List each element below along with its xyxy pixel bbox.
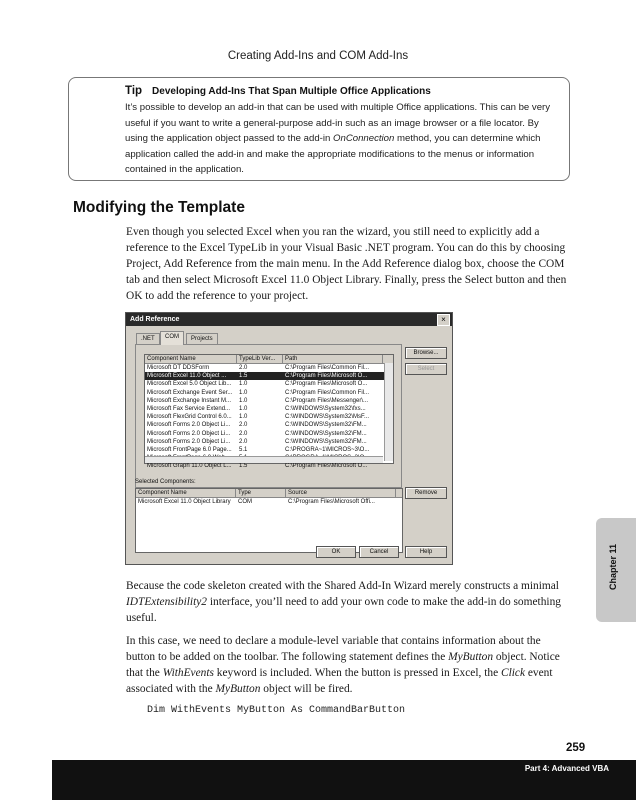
text: Because the code skeleton created with the Shared Add-In Wizard merely constructs a minimal <box>126 580 559 592</box>
footer-text: Part 4: Advanced VBA <box>524 764 609 773</box>
table-row[interactable] <box>145 421 393 429</box>
vertical-scrollbar[interactable] <box>384 363 393 461</box>
table-cell: 2.0 <box>239 422 248 429</box>
tab-projects[interactable]: Projects <box>186 333 218 345</box>
tip-label: Tip <box>125 85 143 97</box>
ok-button[interactable]: OK <box>316 546 356 558</box>
paragraph-2 <box>126 578 570 626</box>
table-row[interactable] <box>145 438 393 446</box>
table-cell: Microsoft Excel 11.0 Object Library <box>138 499 231 505</box>
code-line: Dim WithEvents MyButton As CommandBarButton <box>147 705 406 716</box>
column-header[interactable]: Component Name <box>136 489 236 497</box>
column-header[interactable]: Source <box>286 489 396 497</box>
table-cell: Microsoft Exchange Instant M... <box>147 397 232 404</box>
emphasis: MyButton <box>448 651 494 664</box>
table-row[interactable] <box>145 405 393 413</box>
column-header[interactable]: Type <box>236 489 286 497</box>
emphasis: WithEvents <box>162 667 214 680</box>
tip-body-text: It’s possible to develop an add-in that can be used with multiple Office applications. This can be very useful if you want to write a general-purpose add-in such as an image browser or a file locator. By using the application object passed to the add-in <box>125 102 551 145</box>
tab-net[interactable]: .NET <box>136 333 160 345</box>
tip-body-emphasis: OnConnection <box>333 133 395 145</box>
list-header <box>145 355 393 364</box>
cancel-button[interactable]: Cancel <box>359 546 399 558</box>
tip-body <box>125 100 555 178</box>
table-cell: 5.1 <box>239 446 248 453</box>
chapter-tab-label: Chapter 11 <box>608 543 618 591</box>
table-cell: 2.0 <box>239 438 248 445</box>
table-cell: Microsoft Forms 2.0 Object Li... <box>147 438 231 445</box>
emphasis: Click <box>500 667 526 680</box>
component-list[interactable] <box>144 354 394 470</box>
text: In this case, we need to declare a module-level variable that contains information about the button to be added on the toolbar. The following statement defines the <box>126 635 541 664</box>
table-cell: C:\Program Files\Messenger\... <box>285 397 369 404</box>
list-rows <box>145 364 393 470</box>
table-cell: C:\Program Files\Microsoft O... <box>285 381 368 388</box>
table-row[interactable] <box>145 380 393 388</box>
emphasis: MyButton <box>215 683 261 696</box>
table-row[interactable] <box>145 397 393 405</box>
tip-title: Developing Add-Ins That Span Multiple Office Applications <box>152 86 431 97</box>
table-cell: Microsoft DT DDSForm <box>147 365 210 371</box>
selected-components-label: Selected Components: <box>135 479 196 485</box>
select-button[interactable]: Select <box>405 363 447 375</box>
table-cell: 1.0 <box>239 405 248 412</box>
column-header[interactable]: TypeLib Ver... <box>237 355 283 363</box>
table-row[interactable] <box>145 372 393 380</box>
tip-body-text-end: method, you can determine which application called the add-in and make the appropriate modifications to the menus or information contained in the application. <box>125 133 541 176</box>
text: interface, you’ll need to add your own code to make the add-in do something useful. <box>126 596 561 625</box>
table-row[interactable] <box>136 498 402 507</box>
table-row[interactable] <box>145 413 393 421</box>
text: object. Notice that the <box>126 651 560 680</box>
column-header[interactable]: Path <box>283 355 383 363</box>
table-row[interactable] <box>145 364 393 372</box>
table-cell: Microsoft Excel 11.0 Object ... <box>147 373 227 380</box>
text: keyword is included. When the button is pressed in Excel, the <box>213 667 501 680</box>
page-number: 259 <box>566 742 586 754</box>
table-cell: Microsoft FrontPage 6.0 Page... <box>147 446 232 453</box>
table-row[interactable] <box>145 446 393 454</box>
help-button[interactable]: Help <box>405 546 447 558</box>
tab-com[interactable]: COM <box>160 331 184 345</box>
table-cell: 1.0 <box>239 397 248 404</box>
table-cell: 2.0 <box>239 365 248 371</box>
table-row[interactable] <box>145 389 393 397</box>
text: event associated with the <box>126 667 553 696</box>
horizontal-scrollbar[interactable] <box>145 456 383 463</box>
table-cell: C:\Program Files\Microsoft O... <box>285 463 368 470</box>
table-cell: C:\PROGRA~1\MICROS~3\O... <box>285 446 370 453</box>
selected-list-header <box>136 489 402 498</box>
table-cell: 1.0 <box>239 389 248 396</box>
table-cell: Microsoft Graph 11.0 Object L... <box>147 463 232 470</box>
column-header[interactable]: Component Name <box>145 355 237 363</box>
table-cell: Microsoft Forms 2.0 Object Li... <box>147 430 231 437</box>
table-cell: C:\WINDOWS\System32\MsF... <box>285 414 370 421</box>
paragraph-1: Even though you selected Excel when you ran the wizard, you still need to explicitly add a reference to the Excel TypeLib in your Visual Basic .NET program. You can do this by choosing Project, Add Reference from the main menu. In the Add Reference dialog box, choose the COM tab and then select Microsoft Excel 11.0 Object Library. Finally, press the Select button and then OK to add the reference to your project. <box>126 226 567 303</box>
paragraph-3 <box>126 633 570 697</box>
table-cell: Microsoft Fax Service Extend... <box>147 405 231 412</box>
section-heading: Modifying the Template <box>73 199 245 216</box>
table-cell: 1.5 <box>239 373 248 380</box>
selected-components-list[interactable] <box>135 488 403 553</box>
table-cell: 2.0 <box>239 430 248 437</box>
table-row[interactable] <box>145 430 393 438</box>
add-reference-dialog <box>125 312 453 565</box>
table-cell: C:\Program Files\Common Fil... <box>285 365 370 371</box>
table-cell: Microsoft Excel 5.0 Object Lib... <box>147 381 232 388</box>
table-cell: 1.0 <box>239 381 248 388</box>
table-cell: Microsoft Exchange Event Ser... <box>147 389 233 396</box>
table-cell: C:\WINDOWS\System32\FM... <box>285 438 367 445</box>
close-icon[interactable]: × <box>437 314 450 326</box>
table-cell: C:\WINDOWS\System32\fxs... <box>285 405 366 412</box>
table-cell: C:\WINDOWS\System32\FM... <box>285 430 367 437</box>
table-cell: 1.5 <box>239 463 248 470</box>
table-cell: 1.0 <box>239 414 248 421</box>
table-cell: C:\WINDOWS\System32\FM... <box>285 422 367 429</box>
text: object will be fired. <box>260 683 353 696</box>
table-cell: C:\Program Files\Microsoft Offi... <box>288 499 375 505</box>
table-cell: C:\Program Files\Common Fil... <box>285 389 370 396</box>
browse-button[interactable]: Browse... <box>405 347 447 359</box>
tip-heading <box>125 85 431 97</box>
dialog-title: Add Reference <box>126 313 452 326</box>
remove-button[interactable]: Remove <box>405 487 447 499</box>
table-cell: COM <box>238 499 252 505</box>
table-cell: Microsoft FlexGrid Control 6.0... <box>147 414 232 421</box>
table-cell: C:\Program Files\Microsoft O... <box>285 373 368 380</box>
table-row[interactable] <box>145 462 393 470</box>
table-cell: Microsoft Forms 2.0 Object Li... <box>147 422 231 429</box>
emphasis: IDTExtensibility2 <box>126 596 207 609</box>
running-head: Creating Add-Ins and COM Add-Ins <box>227 50 409 62</box>
